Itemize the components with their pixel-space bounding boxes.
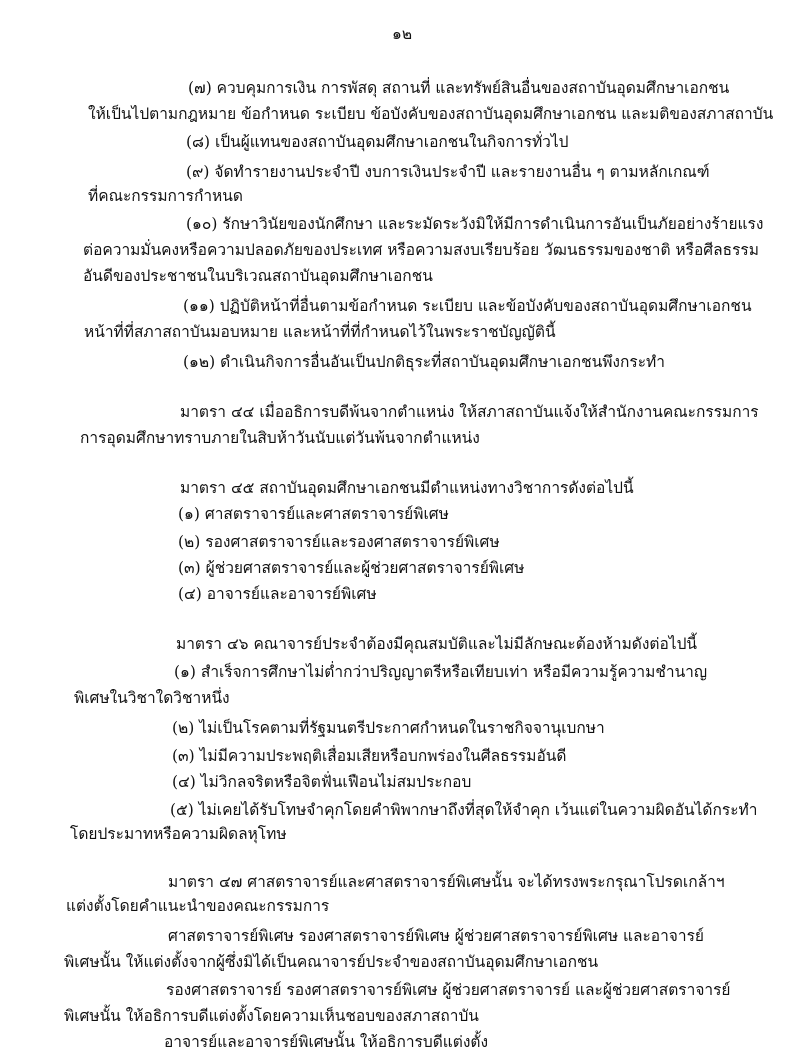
- text-line: มาตรา ๔๗ ศาสตราจารย์และศาสตราจารย์พิเศษนั้น จะได้ทรงพระกรุณาโปรดเกล้าฯ: [168, 873, 725, 891]
- text-line: (๓) ผู้ช่วยศาสตราจารย์และผู้ช่วยศาสตราจารย์พิเศษ: [178, 559, 525, 577]
- text-line: มาตรา ๔๖ คณาจารย์ประจำต้องมีคุณสมบัติและไม่มีลักษณะต้องห้ามดังต่อไปนี้: [176, 635, 698, 653]
- text-line: รองศาสตราจารย์ รองศาสตราจารย์พิเศษ ผู้ช่วยศาสตราจารย์ และผู้ช่วยศาสตราจารย์: [166, 981, 731, 999]
- text-line: (๙) จัดทำรายงานประจำปี งบการเงินประจำปี และรายงานอื่น ๆ ตามหลักเกณฑ์: [186, 163, 710, 181]
- text-line: มาตรา ๔๔ เมื่ออธิการบดีพ้นจากตำแหน่ง ให้สภาสถาบันแจ้งให้สำนักงานคณะกรรมการ: [180, 403, 759, 421]
- text-line: (๑๒) ดำเนินกิจการอื่นอันเป็นปกติธุระที่สถาบันอุดมศึกษาเอกชนพึงกระทำ: [183, 353, 665, 371]
- text-line: (๒) รองศาสตราจารย์และรองศาสตราจารย์พิเศษ: [178, 533, 500, 551]
- text-line: (๑๐) รักษาวินัยของนักศึกษา และระมัดระวังมิให้มีการดำเนินการอันเป็นภัยอย่างร้ายแรง: [186, 215, 764, 233]
- text-line: หน้าที่ที่สภาสถาบันมอบหมาย และหน้าที่ที่กำหนดไว้ในพระราชบัญญัตินี้: [84, 323, 556, 341]
- text-line: ให้เป็นไปตามกฎหมาย ข้อกำหนด ระเบียบ ข้อบังคับของสถาบันอุดมศึกษาเอกชน และมติของสภาสถาบัน: [88, 105, 774, 123]
- text-line: (๓) ไม่มีความประพฤติเสื่อมเสียหรือบกพร่องในศีลธรรมอันดี: [172, 747, 567, 765]
- text-line: (๑) ศาสตราจารย์และศาสตราจารย์พิเศษ: [178, 505, 449, 523]
- text-line: การอุดมศึกษาทราบภายในสิบห้าวันนับแต่วันพ้นจากตำแหน่ง: [80, 429, 480, 447]
- text-line: แต่งตั้งโดยคำแนะนำของคณะกรรมการ: [66, 897, 330, 915]
- text-line: พิเศษนั้น ให้แต่งตั้งจากผู้ซึ่งมิได้เป็นคณาจารย์ประจำของสถาบันอุดมศึกษาเอกชน: [64, 953, 599, 971]
- text-line: โดยประมาทหรือความผิดลหุโทษ: [70, 825, 287, 843]
- text-line: (๒) ไม่เป็นโรคตามที่รัฐมนตรีประกาศกำหนดในราชกิจจานุเบกษา: [172, 719, 605, 737]
- text-line: พิเศษนั้น ให้อธิการบดีแต่งตั้งโดยความเห็นชอบของสภาสถาบัน: [64, 1007, 479, 1025]
- text-line: (๘) เป็นผู้แทนของสถาบันอุดมศึกษาเอกชนในกิจการทั่วไป: [186, 133, 569, 151]
- text-line: (๔) ไม่วิกลจริตหรือจิตฟั่นเฟือนไม่สมประกอบ: [172, 773, 472, 791]
- text-line: ต่อความมั่นคงหรือความปลอดภัยของประเทศ หรือความสงบเรียบร้อย วัฒนธรรมของชาติ หรือศีลธรรม: [83, 241, 759, 259]
- text-line: ศาสตราจารย์พิเศษ รองศาสตราจารย์พิเศษ ผู้ช่วยศาสตราจารย์พิเศษ และอาจารย์: [168, 927, 704, 945]
- text-line: อาจารย์และอาจารย์พิเศษนั้น ให้อธิการบดีแต่งตั้ง: [164, 1033, 489, 1051]
- text-line: (๗) ควบคุมการเงิน การพัสดุ สถานที่ และทรัพย์สินอื่นของสถาบันอุดมศึกษาเอกชน: [188, 79, 730, 97]
- text-line: (๑) สำเร็จการศึกษาไม่ต่ำกว่าปริญญาตรีหรือเทียบเท่า หรือมีความรู้ความชำนาญ: [174, 663, 708, 681]
- text-line: อันดีของประชาชนในบริเวณสถาบันอุดมศึกษาเอกชน: [83, 267, 433, 285]
- text-line: มาตรา ๔๕ สถาบันอุดมศึกษาเอกชนมีตำแหน่งทางวิชาการดังต่อไปนี้: [180, 479, 634, 497]
- text-line: (๑๑) ปฏิบัติหน้าที่อื่นตามข้อกำหนด ระเบียบ และข้อบังคับของสถาบันอุดมศึกษาเอกชน: [183, 297, 752, 315]
- text-line: (๔) อาจารย์และอาจารย์พิเศษ: [178, 585, 377, 603]
- page-number: ๑๒: [392, 25, 413, 43]
- text-line: ที่คณะกรรมการกำหนด: [88, 187, 243, 205]
- text-line: (๕) ไม่เคยได้รับโทษจำคุกโดยคำพิพากษาถึงที่สุดให้จำคุก เว้นแต่ในความผิดอันได้กระทำ: [170, 801, 758, 819]
- text-line: พิเศษในวิชาใดวิชาหนึ่ง: [74, 689, 230, 707]
